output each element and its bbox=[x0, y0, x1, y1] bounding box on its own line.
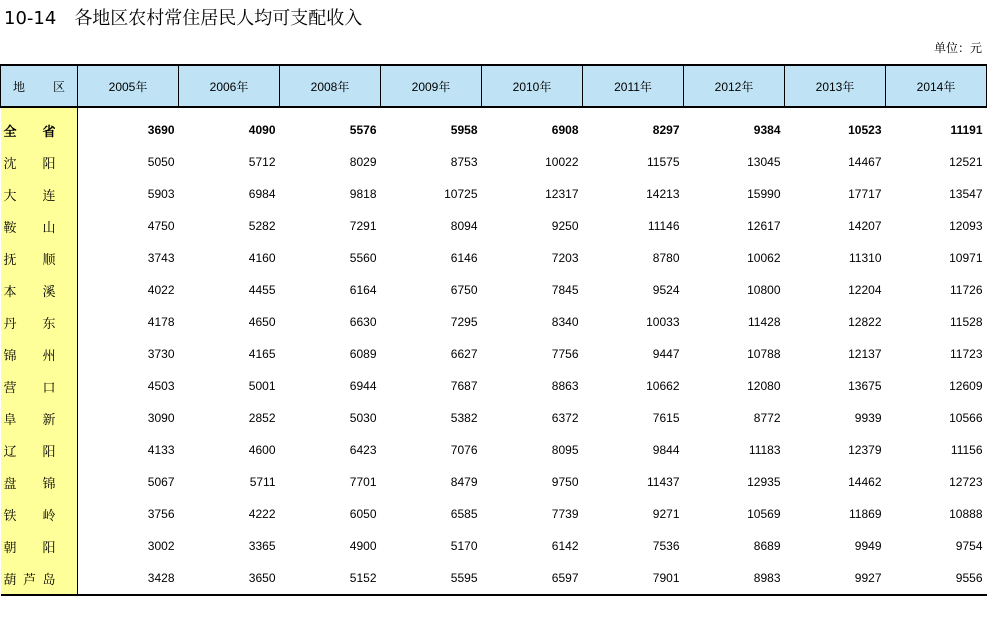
region-cell bbox=[1, 466, 78, 498]
value-cell: 6984 bbox=[248, 187, 276, 201]
region-char: 州 bbox=[42, 348, 56, 364]
year-header: 2005年 bbox=[78, 65, 179, 107]
value-cell: 8780 bbox=[652, 251, 680, 265]
region-char: 鞍 bbox=[3, 220, 17, 236]
region-char: 锦 bbox=[42, 476, 56, 492]
value-cell: 9949 bbox=[854, 539, 882, 553]
value-cell: 14467 bbox=[848, 155, 882, 169]
region-char: 连 bbox=[42, 188, 56, 204]
value-cell: 9754 bbox=[955, 539, 983, 553]
value-cell: 6630 bbox=[349, 315, 377, 329]
value-cell: 9556 bbox=[886, 562, 987, 595]
value-cell: 8753 bbox=[450, 155, 478, 169]
value-cell: 6597 bbox=[482, 562, 583, 595]
region-char: 新 bbox=[42, 412, 56, 428]
value-cell: 5170 bbox=[450, 539, 478, 553]
value-cell: 5067 bbox=[147, 475, 175, 489]
value-cell: 9939 bbox=[854, 411, 882, 425]
value-cell: 9818 bbox=[349, 187, 377, 201]
value-cell: 5712 bbox=[248, 155, 276, 169]
value-cell: 5958 bbox=[450, 123, 478, 137]
value-cell: 10971 bbox=[949, 251, 983, 265]
value-cell: 7076 bbox=[450, 443, 478, 457]
region-char: 阳 bbox=[42, 540, 56, 556]
value-cell: 9384 bbox=[753, 123, 781, 137]
value-cell: 9250 bbox=[551, 219, 579, 233]
value-cell: 4165 bbox=[248, 347, 276, 361]
value-cell: 7291 bbox=[349, 219, 377, 233]
value-cell: 10033 bbox=[646, 315, 680, 329]
value-cell: 6944 bbox=[349, 379, 377, 393]
value-cell: 9750 bbox=[551, 475, 579, 489]
value-cell: 13675 bbox=[848, 379, 882, 393]
value-cell: 7739 bbox=[551, 507, 579, 521]
page-title bbox=[4, 6, 362, 32]
spacer-cell bbox=[886, 107, 987, 114]
value-cell: 15990 bbox=[747, 187, 781, 201]
spacer-row bbox=[1, 107, 987, 114]
value-cell: 3730 bbox=[147, 347, 175, 361]
value-cell: 8863 bbox=[551, 379, 579, 393]
value-cell: 11437 bbox=[647, 475, 680, 489]
spacer-cell bbox=[1, 107, 78, 114]
region-char: 朝 bbox=[3, 540, 17, 556]
value-cell: 3743 bbox=[147, 251, 175, 265]
income-table bbox=[0, 64, 987, 596]
table-row bbox=[1, 466, 987, 498]
region-header-char: 地 bbox=[13, 79, 26, 94]
year-header: 2013年 bbox=[785, 65, 886, 107]
value-cell: 6050 bbox=[349, 507, 377, 521]
value-cell: 12617 bbox=[747, 219, 781, 233]
value-cell: 4178 bbox=[147, 315, 175, 329]
value-cell: 13045 bbox=[747, 155, 781, 169]
table-row bbox=[1, 434, 987, 466]
value-cell: 4503 bbox=[147, 379, 175, 393]
value-cell: 3756 bbox=[147, 507, 175, 521]
table-row bbox=[1, 530, 987, 562]
value-cell: 8029 bbox=[349, 155, 377, 169]
region-char: 岭 bbox=[42, 508, 56, 524]
value-cell: 11191 bbox=[950, 123, 983, 137]
year-header: 2009年 bbox=[381, 65, 482, 107]
table-row bbox=[1, 178, 987, 210]
value-cell: 5711 bbox=[249, 475, 276, 489]
region-cell bbox=[1, 370, 78, 402]
table-row bbox=[1, 114, 987, 146]
region-cell bbox=[1, 562, 78, 595]
region-cell bbox=[1, 402, 78, 434]
value-cell: 4133 bbox=[147, 443, 175, 457]
value-cell: 6585 bbox=[450, 507, 478, 521]
value-cell: 13547 bbox=[949, 187, 983, 201]
value-cell: 14213 bbox=[646, 187, 680, 201]
value-cell: 6372 bbox=[551, 411, 579, 425]
table-row bbox=[1, 402, 987, 434]
value-cell: 12521 bbox=[949, 155, 983, 169]
region-header bbox=[1, 65, 78, 107]
value-cell: 12822 bbox=[848, 315, 882, 329]
value-cell: 12609 bbox=[949, 379, 983, 393]
table-row bbox=[1, 306, 987, 338]
value-cell: 4160 bbox=[248, 251, 276, 265]
value-cell: 11156 bbox=[950, 443, 983, 457]
value-cell: 12080 bbox=[747, 379, 781, 393]
spacer-cell bbox=[684, 107, 785, 114]
region-char: 口 bbox=[42, 380, 56, 396]
value-cell: 11310 bbox=[849, 251, 882, 265]
spacer-cell bbox=[482, 107, 583, 114]
value-cell: 7901 bbox=[583, 562, 684, 595]
value-cell: 7845 bbox=[551, 283, 579, 297]
region-char: 阳 bbox=[42, 444, 56, 460]
table-row bbox=[1, 274, 987, 306]
value-cell: 6627 bbox=[450, 347, 478, 361]
region-char: 顺 bbox=[42, 252, 56, 268]
value-cell: 11575 bbox=[647, 155, 680, 169]
value-cell: 3690 bbox=[147, 123, 175, 137]
region-char: 锦 bbox=[3, 348, 17, 364]
table-title: 各地区农村常住居民人均可支配收入 bbox=[74, 8, 363, 29]
spacer-cell bbox=[583, 107, 684, 114]
value-cell: 4600 bbox=[248, 443, 276, 457]
region-cell bbox=[1, 210, 78, 242]
value-cell: 12204 bbox=[848, 283, 882, 297]
value-cell: 3002 bbox=[147, 539, 175, 553]
region-char: 营 bbox=[3, 380, 17, 396]
year-header: 2010年 bbox=[482, 65, 583, 107]
table-row bbox=[1, 562, 987, 595]
value-cell: 2852 bbox=[248, 411, 276, 425]
spacer-cell bbox=[785, 107, 886, 114]
region-char: 葫 bbox=[3, 572, 17, 588]
value-cell: 11723 bbox=[950, 347, 983, 361]
value-cell: 8094 bbox=[450, 219, 478, 233]
spacer-cell bbox=[78, 107, 179, 114]
value-cell: 4222 bbox=[248, 507, 276, 521]
value-cell: 12093 bbox=[949, 219, 983, 233]
value-cell: 4090 bbox=[248, 123, 276, 137]
year-header: 2012年 bbox=[684, 65, 785, 107]
region-char: 阳 bbox=[42, 156, 56, 172]
year-header: 2008年 bbox=[280, 65, 381, 107]
value-cell: 10569 bbox=[747, 507, 781, 521]
region-char: 全 bbox=[3, 124, 17, 140]
value-cell: 5001 bbox=[248, 379, 276, 393]
region-cell bbox=[1, 530, 78, 562]
value-cell: 4022 bbox=[147, 283, 175, 297]
value-cell: 4650 bbox=[248, 315, 276, 329]
value-cell: 5382 bbox=[450, 411, 478, 425]
region-char: 东 bbox=[42, 316, 56, 332]
value-cell: 7756 bbox=[551, 347, 579, 361]
value-cell: 9447 bbox=[652, 347, 680, 361]
value-cell: 5595 bbox=[381, 562, 482, 595]
region-cell bbox=[1, 146, 78, 178]
region-char: 阜 bbox=[3, 412, 17, 428]
value-cell: 3428 bbox=[78, 562, 179, 595]
table-row bbox=[1, 242, 987, 274]
value-cell: 9524 bbox=[652, 283, 680, 297]
value-cell: 4750 bbox=[147, 219, 175, 233]
value-cell: 11528 bbox=[950, 315, 983, 329]
region-cell bbox=[1, 178, 78, 210]
region-cell bbox=[1, 274, 78, 306]
value-cell: 7536 bbox=[652, 539, 680, 553]
spacer-cell bbox=[381, 107, 482, 114]
region-char: 本 bbox=[3, 284, 17, 300]
value-cell: 7615 bbox=[652, 411, 680, 425]
value-cell: 10800 bbox=[747, 283, 781, 297]
table-body bbox=[1, 107, 987, 595]
value-cell: 14462 bbox=[848, 475, 882, 489]
table-row bbox=[1, 498, 987, 530]
value-cell: 12379 bbox=[848, 443, 882, 457]
value-cell: 8340 bbox=[551, 315, 579, 329]
value-cell: 5282 bbox=[248, 219, 276, 233]
year-header: 2011年 bbox=[583, 65, 684, 107]
value-cell: 8772 bbox=[753, 411, 781, 425]
unit-label: 单位：元 bbox=[933, 41, 982, 55]
region-char: 大 bbox=[3, 188, 17, 204]
value-cell: 5560 bbox=[349, 251, 377, 265]
value-cell: 3090 bbox=[147, 411, 175, 425]
value-cell: 7203 bbox=[551, 251, 579, 265]
table-row bbox=[1, 370, 987, 402]
value-cell: 9927 bbox=[785, 562, 886, 595]
region-cell bbox=[1, 434, 78, 466]
header-row bbox=[1, 65, 987, 107]
region-char: 沈 bbox=[3, 156, 17, 172]
table-row bbox=[1, 146, 987, 178]
value-cell: 5050 bbox=[147, 155, 175, 169]
value-cell: 6164 bbox=[349, 283, 377, 297]
table-row bbox=[1, 210, 987, 242]
value-cell: 3365 bbox=[248, 539, 276, 553]
value-cell: 10725 bbox=[444, 187, 478, 201]
value-cell: 9844 bbox=[652, 443, 680, 457]
value-cell: 6423 bbox=[349, 443, 377, 457]
table-row bbox=[1, 338, 987, 370]
region-cell bbox=[1, 498, 78, 530]
year-header: 2006年 bbox=[179, 65, 280, 107]
value-cell: 11869 bbox=[849, 507, 882, 521]
region-header-char: 区 bbox=[52, 79, 65, 94]
region-char: 芦 bbox=[22, 572, 36, 588]
value-cell: 12935 bbox=[747, 475, 781, 489]
region-char: 山 bbox=[42, 220, 56, 236]
value-cell: 4900 bbox=[349, 539, 377, 553]
region-char: 省 bbox=[42, 124, 56, 140]
year-header: 2014年 bbox=[886, 65, 987, 107]
region-char: 抚 bbox=[3, 252, 17, 268]
value-cell: 12137 bbox=[848, 347, 882, 361]
value-cell: 10788 bbox=[747, 347, 781, 361]
value-cell: 14207 bbox=[848, 219, 882, 233]
table-number: 10-14 bbox=[4, 8, 57, 29]
region-char: 辽 bbox=[3, 444, 17, 460]
value-cell: 10022 bbox=[545, 155, 579, 169]
region-char: 盘 bbox=[3, 476, 17, 492]
value-cell: 6908 bbox=[551, 123, 579, 137]
region-cell bbox=[1, 114, 78, 146]
value-cell: 6146 bbox=[450, 251, 478, 265]
value-cell: 11726 bbox=[950, 283, 983, 297]
value-cell: 5903 bbox=[147, 187, 175, 201]
region-char: 溪 bbox=[42, 284, 56, 300]
value-cell: 8983 bbox=[684, 562, 785, 595]
value-cell: 11428 bbox=[748, 315, 781, 329]
value-cell: 6089 bbox=[349, 347, 377, 361]
value-cell: 8297 bbox=[652, 123, 680, 137]
region-char: 铁 bbox=[3, 508, 17, 524]
value-cell: 5576 bbox=[349, 123, 377, 137]
value-cell: 7701 bbox=[349, 475, 377, 489]
value-cell: 12317 bbox=[545, 187, 579, 201]
value-cell: 10662 bbox=[646, 379, 680, 393]
value-cell: 6750 bbox=[450, 283, 478, 297]
region-cell bbox=[1, 242, 78, 274]
region-cell bbox=[1, 338, 78, 370]
value-cell: 17717 bbox=[848, 187, 882, 201]
region-char: 岛 bbox=[42, 572, 56, 588]
value-cell: 4455 bbox=[248, 283, 276, 297]
value-cell: 7295 bbox=[450, 315, 478, 329]
value-cell: 10523 bbox=[848, 123, 882, 137]
value-cell: 5030 bbox=[349, 411, 377, 425]
value-cell: 8095 bbox=[551, 443, 579, 457]
value-cell: 6142 bbox=[551, 539, 579, 553]
value-cell: 10062 bbox=[747, 251, 781, 265]
region-cell bbox=[1, 306, 78, 338]
spacer-cell bbox=[280, 107, 381, 114]
value-cell: 11146 bbox=[647, 219, 680, 233]
spacer-cell bbox=[179, 107, 280, 114]
value-cell: 10566 bbox=[949, 411, 983, 425]
value-cell: 5152 bbox=[280, 562, 381, 595]
region-char: 丹 bbox=[3, 316, 17, 332]
value-cell: 8689 bbox=[753, 539, 781, 553]
value-cell: 10888 bbox=[949, 507, 983, 521]
value-cell: 9271 bbox=[652, 507, 680, 521]
value-cell: 7687 bbox=[450, 379, 478, 393]
value-cell: 3650 bbox=[179, 562, 280, 595]
value-cell: 12723 bbox=[949, 475, 983, 489]
value-cell: 11183 bbox=[748, 443, 781, 457]
value-cell: 8479 bbox=[450, 475, 478, 489]
